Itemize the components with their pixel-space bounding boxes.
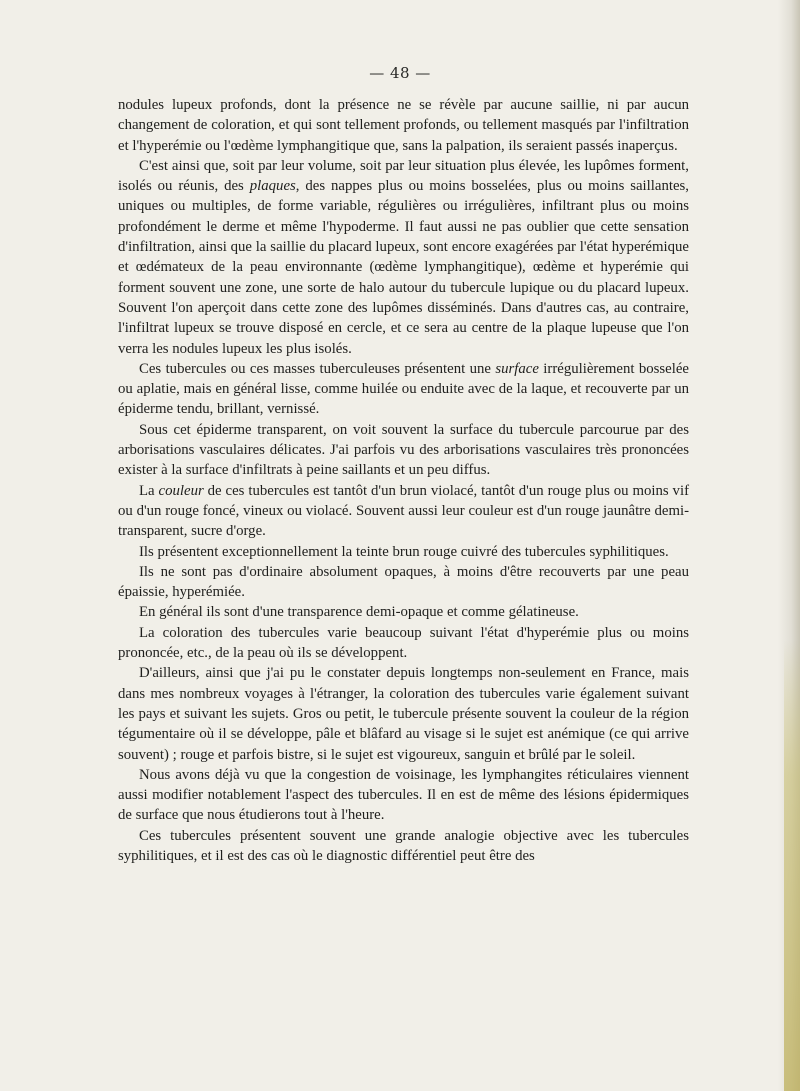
text-run: irrégulièrement bosselée ou aplatie, mais en général lisse, comme huilée ou enduite avec de la laque, et recouverte par un épiderme tendu, brillant, vernissé. — [118, 360, 689, 418]
paragraph — [118, 562, 689, 603]
text-run: Ils ne sont pas d'ordinaire absolument opaques, à moins d'être recouverts par une peau épaissie, hyperémiée. — [118, 563, 689, 601]
paragraph — [118, 623, 689, 664]
text-run: La — [139, 482, 159, 499]
paragraph — [118, 156, 689, 359]
text-run: Sous cet épiderme transparent, on voit souvent la surface du tubercule parcourue par des arborisations vasculaires délicates. J'ai parfois vu des arborisations vasculaires très prononcées exister à la surface d'infiltrats à peine saillants et un peu diffus. — [118, 421, 689, 479]
page-number: — 48 — — [369, 64, 431, 82]
page-edge-stain — [784, 640, 800, 1091]
italic-term: surface — [495, 360, 539, 377]
text-run: C'est ainsi que, soit par leur volume, soit par leur situation plus élevée, les lupômes forment, isolés ou réunis, des — [118, 157, 689, 195]
paragraph — [118, 663, 689, 764]
paragraph — [118, 420, 689, 481]
paragraph — [118, 359, 689, 420]
text-run: D'ailleurs, ainsi que j'ai pu le constater depuis longtemps non-seulement en France, mais dans mes nombreux voyages à l'étranger, la coloration des tubercules varie également suivant les pays et suivant les sujets. Gros ou petit, le tubercule présente souvent la couleur de la région tégumentaire où il se développe, pâle et blâfard au visage si le sujet est anémique (ce qui arrive souvent) ; rouge et parfois bistre, si le sujet est vigoureux, sanguin et brûlé par le soleil. — [118, 665, 689, 763]
text-run: nodules lupeux profonds, dont la présence ne se révèle par aucune saillie, ni par aucun changement de coloration, et qui sont tellement profonds, ou tellement masqués par l'infiltration et l'hyperémie ou l'œdème lymphangitique que, sans la palpation, ils seraient passés inaperçus. — [118, 97, 689, 154]
text-run: En général ils sont d'une transparence demi-opaque et comme gélatineuse. — [139, 604, 579, 621]
paragraph — [118, 542, 689, 562]
text-run: Ils présentent exceptionnellement la teinte brun rouge cuivré des tubercules syphilitiques. — [139, 543, 669, 560]
text-run: Ces tubercules ou ces masses tuberculeuses présentent une — [139, 360, 496, 377]
text-run: de ces tubercules est tantôt d'un brun violacé, tantôt d'un rouge plus ou moins vif ou d'un rouge foncé, vineux ou violacé. Souvent aussi leur couleur est d'un rouge jaunâtre demi-transparent, sucre d'orge. — [118, 482, 689, 540]
paragraph — [118, 602, 689, 622]
paragraph — [118, 95, 689, 156]
body-text — [118, 95, 689, 866]
italic-term: couleur — [158, 482, 204, 499]
paragraph — [118, 481, 689, 542]
italic-term: plaques — [249, 178, 296, 195]
text-run: Ces tubercules présentent souvent une grande analogie objective avec les tubercules syphilitiques, et il est des cas où le diagnostic différentiel peut être des — [118, 827, 689, 864]
text-run: , des nappes plus ou moins bosselées, plus ou moins saillantes, uniques ou multiples, de forme variable, régulières ou irrégulières, infiltrant plus ou moins profondément le derme et même l'hypoderme. Il faut aussi ne pas oublier que cette sensation d'infiltration, ainsi que la saillie du placard lupeux, sont encore exagérées par l'état hyperémique et œdémateux de la peau environnante (œdème lymphangitique), œdème et hyperémie qui forment souvent une zone, une sorte de halo autour du tubercule lupique ou du placard lupeux. Souvent l'on aperçoit dans cette zone des lupômes disséminés. Dans d'autres cas, au contraire, l'infiltrat lupeux se trouve disposé en cercle, et ce sera au centre de la plaque lupeuse que l'on verra les nodules lupeux les plus isolés. — [118, 178, 689, 357]
text-run: La coloration des tubercules varie beaucoup suivant l'état d'hyperémie plus ou moins prononcée, etc., de la peau où ils se développent. — [118, 624, 689, 662]
paragraph — [118, 765, 689, 826]
text-run: Nous avons déjà vu que la congestion de voisinage, les lymphangites réticulaires viennent aussi modifier notablement l'aspect des tubercules. Il en est de même des lésions épidermiques de surface que nous étudierons tout à l'heure. — [118, 766, 689, 824]
paragraph — [118, 826, 689, 867]
